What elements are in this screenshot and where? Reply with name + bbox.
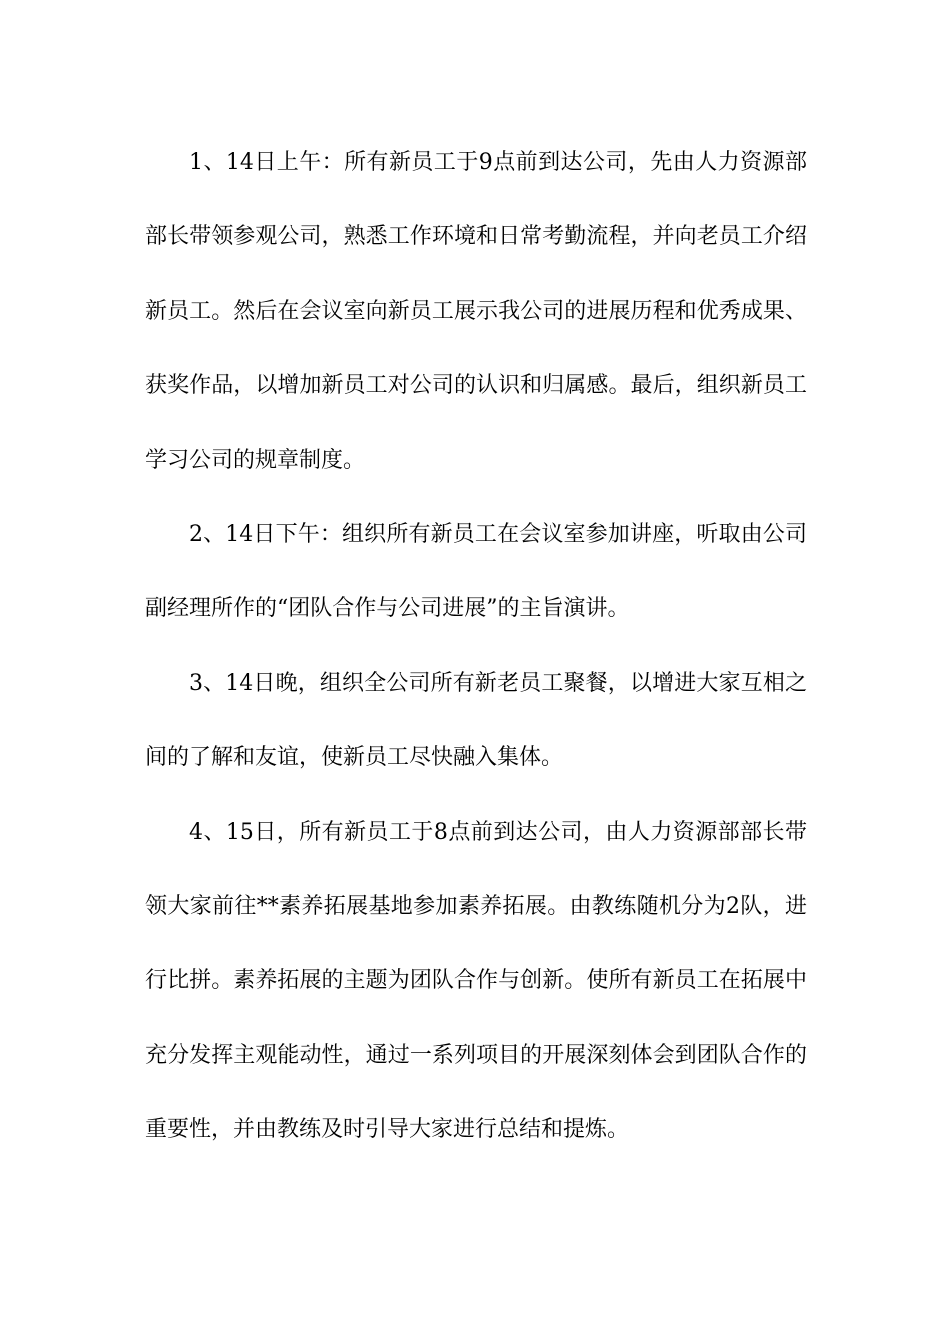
paragraph-day15: 4、15日，所有新员工于8点前到达公司，由人力资源部部长带领大家前往**素养拓展基地参加素养拓展。由教练随机分为2队，进行比拼。素养拓展的主题为团队合作与创新。使所有新员工在拓展中充分发挥主观能动性，通过一系列项目的开展深刻体会到团队合作的重要性，并由教练及时引导大家进行总结和提炼。 xyxy=(145,819,807,1143)
paragraph-day14-morning: 1、14日上午：所有新员工于9点前到达公司，先由人力资源部部长带领参观公司，熟悉工作环境和日常考勤流程，并向老员工介绍新员工。然后在会议室向新员工展示我公司的进展历程和优秀成果、获奖作品，以增加新员工对公司的认识和归属感。最后，组织新员工学习公司的规章制度。 xyxy=(145,150,807,473)
document-body xyxy=(145,126,807,1168)
paragraph-day14-afternoon: 2、14日下午：组织所有新员工在会议室参加讲座，听取由公司副经理所作的“团队合作与公司进展”的主旨演讲。 xyxy=(145,522,807,622)
paragraph-day14-evening: 3、14日晚，组织全公司所有新老员工聚餐，以增进大家互相之间的了解和友谊，使新员工尽快融入集体。 xyxy=(145,670,807,771)
